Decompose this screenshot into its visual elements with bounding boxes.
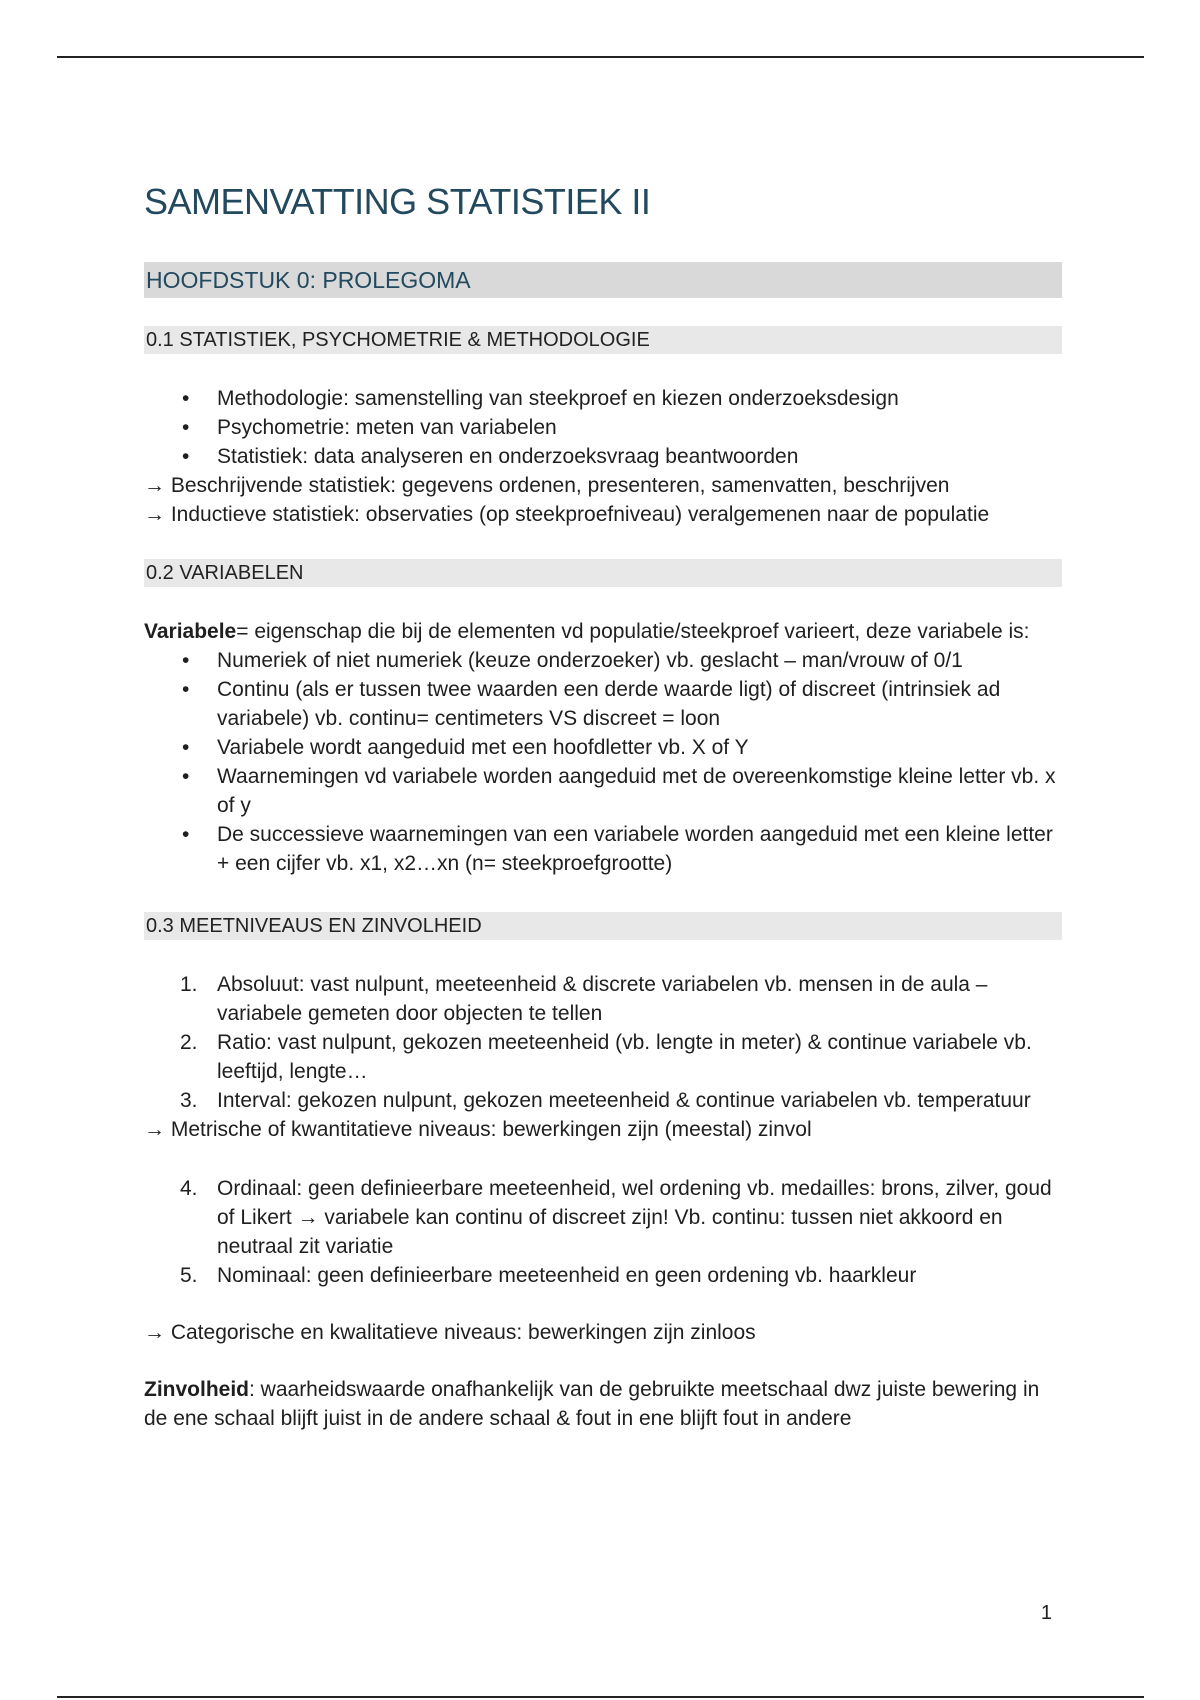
list-item — [144, 970, 1062, 1028]
list-item-text: Nominaal: geen definieerbare meeteenheid en geen ordening vb. haarkleur — [217, 1264, 917, 1287]
methodology-list — [144, 384, 1062, 471]
list-item: • Numeriek of niet numeriek (keuze onderzoeker) vb. geslacht – man/vrouw of 0/1 — [144, 646, 1062, 675]
list-item — [144, 1174, 1062, 1261]
list-number: 1. — [180, 973, 198, 996]
list-number: 2. — [180, 1031, 198, 1054]
section-heading-0-1: 0.1 STATISTIEK, PSYCHOMETRIE & METHODOLOGIE — [144, 326, 1062, 354]
list-number: 3. — [180, 1089, 198, 1112]
page-number: 1 — [1040, 1602, 1052, 1624]
list-item-text: Interval: gekozen nulpunt, gekozen meeteenheid & continue variabelen vb. temperatuur — [217, 1089, 1031, 1112]
list-item — [144, 1028, 1062, 1086]
arrow-note-metric: → Metrische of kwantitatieve niveaus: bewerkingen zijn (meestal) zinvol — [144, 1118, 812, 1141]
definition-term: Zinvolheid — [144, 1378, 249, 1401]
list-item: • Continu (als er tussen twee waarden een derde waarde ligt) of discreet (intrinsiek ad variabele) vb. continu= centimeters VS discreet = loon — [144, 675, 1062, 733]
list-item-text: Ratio: vast nulpunt, gekozen meeteenheid (vb. lengte in meter) & continue variabele vb. leeftijd, lengte… — [217, 1031, 1032, 1083]
variable-definition — [144, 617, 1062, 646]
categorical-levels-list — [144, 1174, 1062, 1290]
metric-levels-list — [144, 970, 1062, 1115]
definition-term: Variabele — [144, 620, 237, 643]
list-number: 4. — [180, 1177, 198, 1200]
list-item: • Variabele wordt aangeduid met een hoofdletter vb. X of Y — [144, 733, 1062, 762]
arrow-note-inductive: → Inductieve statistiek: observaties (op steekproefniveau) veralgemenen naar de populatie — [144, 503, 990, 526]
header-rule — [57, 56, 1144, 58]
zinvolheid-definition — [144, 1375, 1062, 1433]
footer-rule — [57, 1696, 1144, 1698]
list-item: • De successieve waarnemingen van een variabele worden aangeduid met een kleine letter + een cijfer vb. x1, x2…xn (n= steekproefgrootte) — [144, 820, 1062, 878]
list-item: • Statistiek: data analyseren en onderzoeksvraag beantwoorden — [144, 442, 1062, 471]
list-item: • Psychometrie: meten van variabelen — [144, 413, 1062, 442]
list-item: • Waarnemingen vd variabele worden aangeduid met de overeenkomstige kleine letter vb. x of y — [144, 762, 1062, 820]
definition-text: : waarheidswaarde onafhankelijk van de gebruikte meetschaal dwz juiste bewering in de ene schaal blijft juist in de andere schaal & fout in ene blijft fout in andere — [144, 1378, 1040, 1430]
document-title: SAMENVATTING STATISTIEK II — [144, 181, 651, 222]
document-page — [144, 150, 1062, 1433]
list-item: • Methodologie: samenstelling van steekproef en kiezen onderzoeksdesign — [144, 384, 1062, 413]
list-item-text: Absoluut: vast nulpunt, meeteenheid & discrete variabelen vb. mensen in de aula – variabele gemeten door objecten te tellen — [217, 973, 988, 1025]
definition-text: = eigenschap die bij de elementen vd populatie/steekproef varieert, deze variabele is: — [236, 620, 1030, 643]
list-number: 5. — [180, 1264, 198, 1287]
arrow-note-descriptive: → Beschrijvende statistiek: gegevens ordenen, presenteren, samenvatten, beschrijven — [144, 474, 950, 497]
arrow-note-categorical: → Categorische en kwalitatieve niveaus: bewerkingen zijn zinloos — [144, 1321, 756, 1344]
list-item-text: Ordinaal: geen definieerbare meeteenheid, wel ordening vb. medailles: brons, zilver, goud of Likert → variabele kan continu of discreet zijn! Vb. continu: tussen niet akkoord en neutraal zit variatie — [217, 1177, 1052, 1258]
section-heading-0-2: 0.2 VARIABELEN — [144, 559, 1062, 587]
section-heading-0-3: 0.3 MEETNIVEAUS EN ZINVOLHEID — [144, 912, 1062, 940]
list-item — [144, 1086, 1062, 1115]
chapter-heading: HOOFDSTUK 0: PROLEGOMA — [144, 262, 1062, 298]
list-item — [144, 1261, 1062, 1290]
variable-properties-list — [144, 646, 1062, 878]
